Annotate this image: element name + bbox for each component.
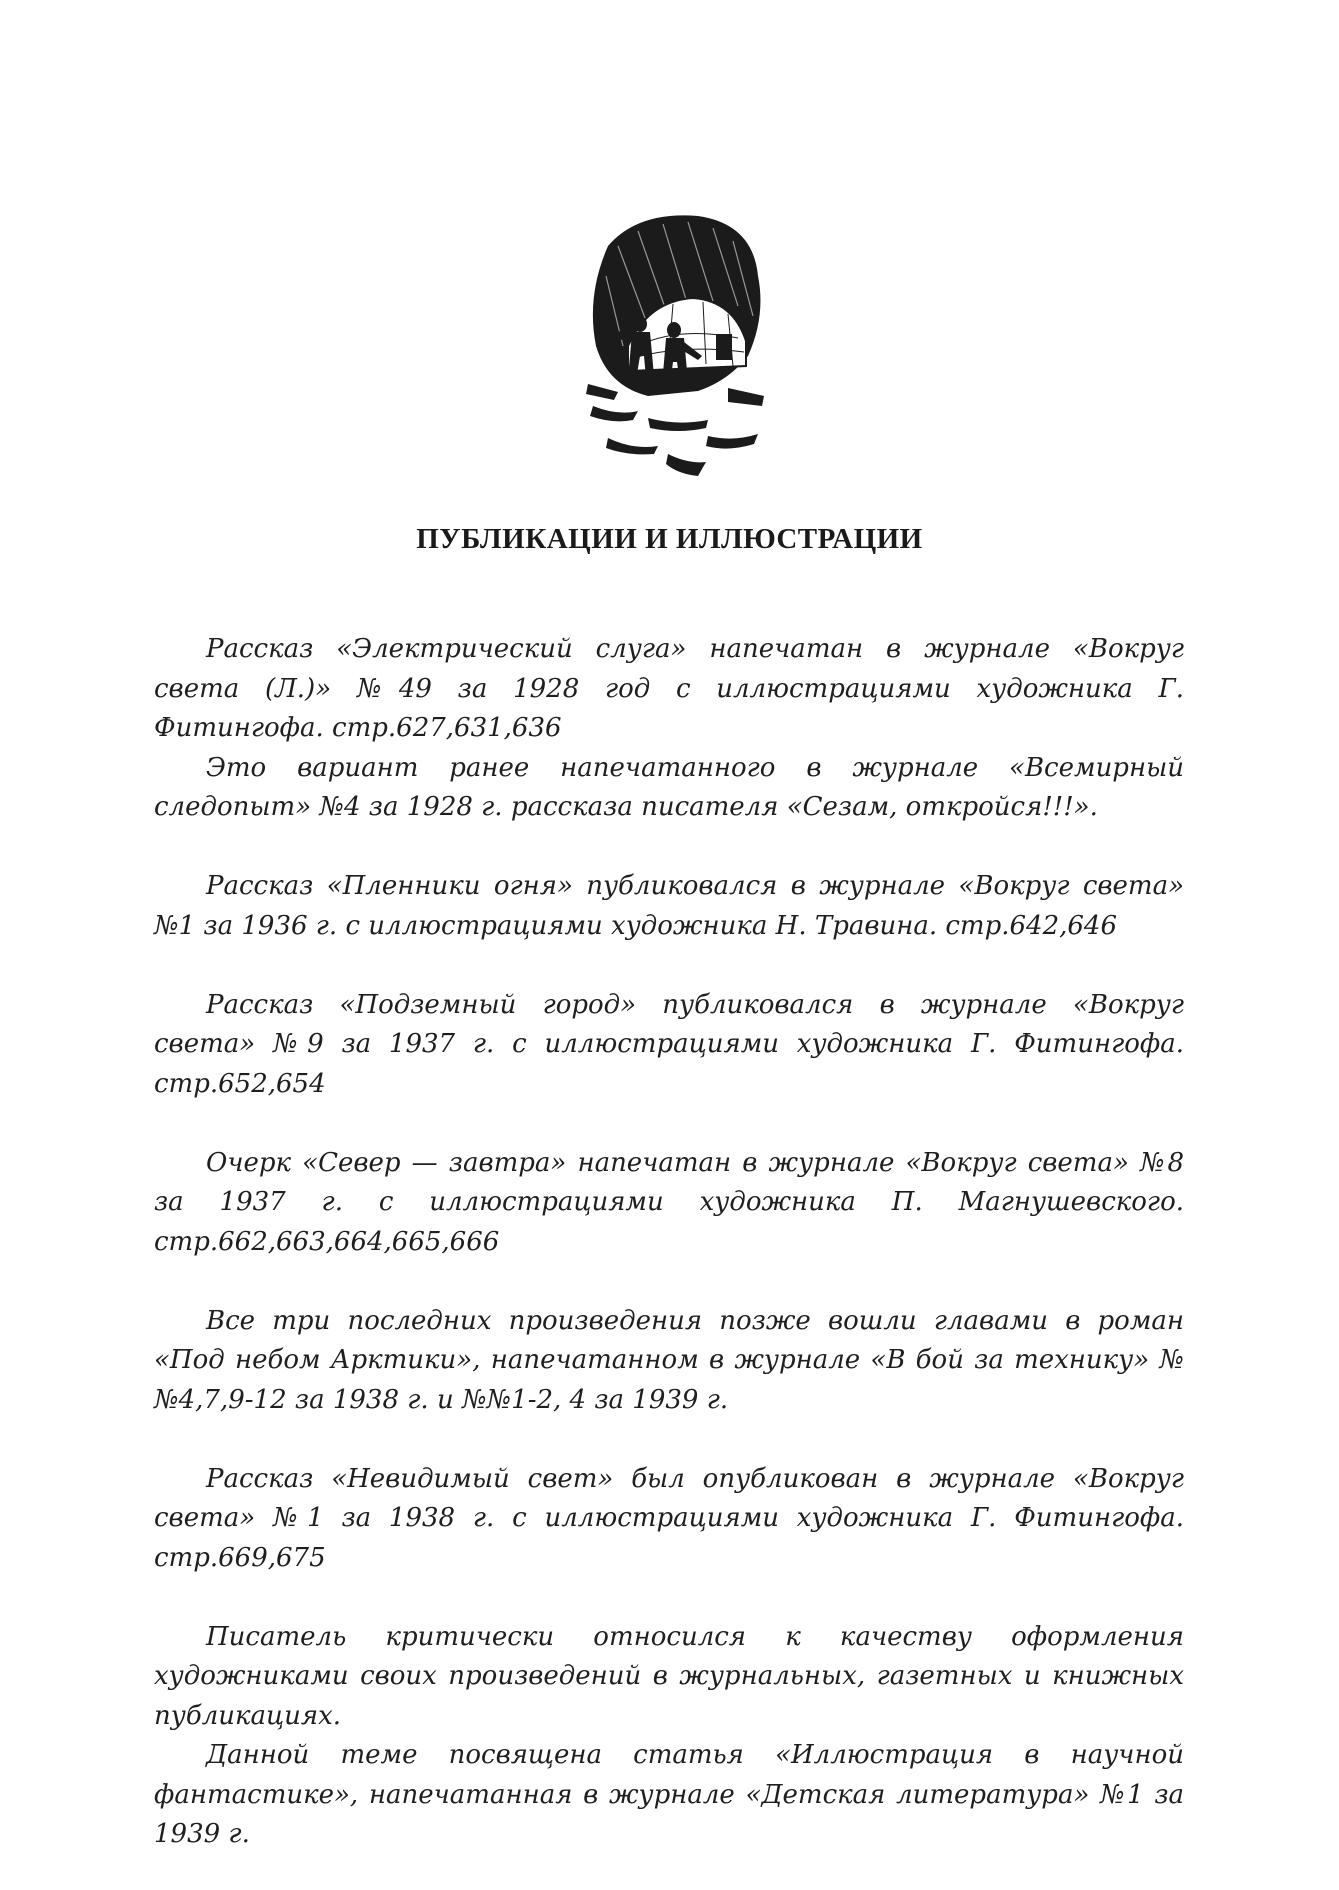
note-paragraph: Рассказ «Подземный город» публиковался в журнале «Вокруг света» №9 за 1937 г. с иллюстрациями художника Г. Фитингофа. стр.652,654 [154,989,1184,1099]
note-paragraph: Рассказ «Пленники огня» публиковался в журнале «Вокруг света» №1 за 1936 г. с иллюстрациями художника Н. Травина. стр.642,646 [154,871,1184,941]
note-paragraph: Это вариант ранее напечатанного в журнале «Всемирный следопыт» №4 за 1928 г. рассказа писателя «Сезам, откройся!!!». [154,752,1184,822]
page-title: ПУБЛИКАЦИИ И ИЛЛЮСТРАЦИИ [416,523,923,555]
arctic-illustration [578,206,772,480]
note-paragraph: Рассказ «Электрический слуга» напечатан в журнале «Вокруг света (Л.)» №49 за 1928 год с иллюстрациями художника Г. Фитингофа. стр.627,631,636 [154,634,1184,743]
note-paragraph: Все три последних произведения позже вошли главами в роман «Под небом Арктики», напечатанном в журнале «В бой за технику» №№4,7,9-12 за 1938 г. и №№1-2, 4 за 1939 г. [154,1305,1184,1415]
note-paragraph: Рассказ «Невидимый свет» был опубликован в журнале «Вокруг света» №1 за 1938 г. с иллюстрациями художника Г. Фитингофа. стр.669,675 [154,1463,1184,1573]
note-paragraph: Очерк «Север — завтра» напечатан в журнале «Вокруг света» №8 за 1937 г. с иллюстрациями художника П. Магнушевского. стр.662,663,664,665,666 [154,1147,1184,1257]
note-paragraph: Писатель критически относился к качеству оформления художниками своих произведений в журнальных, газетных и книжных публикациях. [154,1621,1184,1731]
note-paragraph: Данной теме посвящена статья «Иллюстрация в научной фантастике», напечатанная в журнале «Детская литература» №1 за 1939 г. [154,1740,1184,1849]
publication-notes [154,630,1184,1855]
